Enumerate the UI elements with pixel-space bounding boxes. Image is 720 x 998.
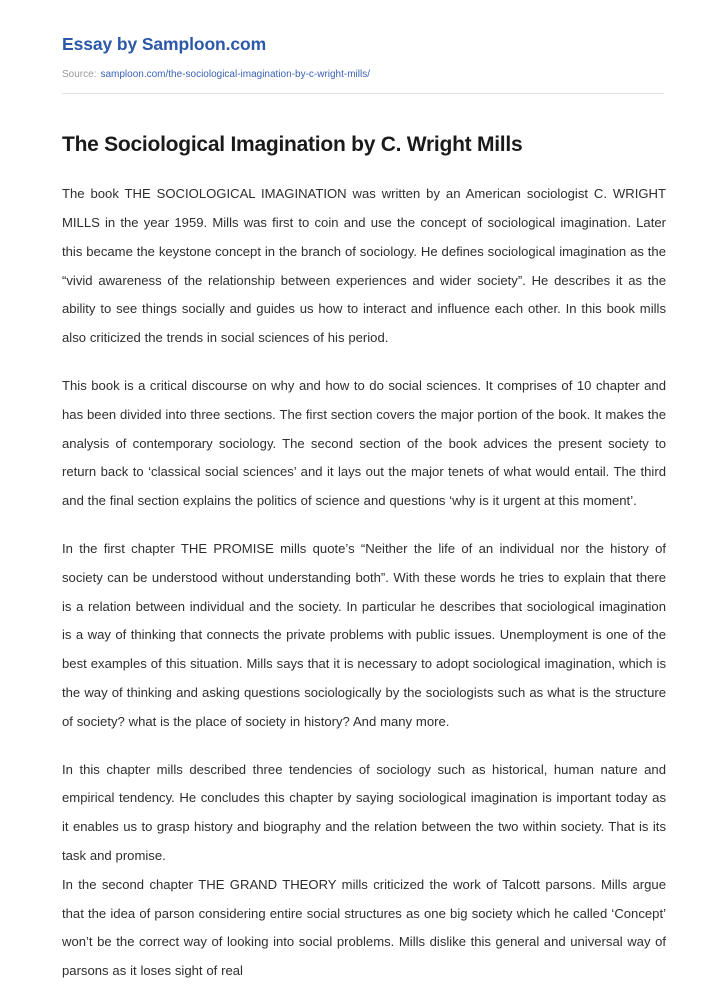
source-url-link[interactable]: samploon.com/the-sociological-imagination-by-c-wright-mills/ <box>100 69 371 80</box>
body-paragraph: In this chapter mills described three tendencies of sociology such as historical, human nature and empirical tendency. He concludes this chapter by saying sociological imagination is important today as it enables us to grasp history and biography and the relation between the two within society. That is its task and promise. <box>62 761 666 863</box>
source-label: Source: <box>62 69 97 80</box>
source-line <box>62 68 664 82</box>
document-body <box>0 158 720 986</box>
document-header <box>0 0 720 82</box>
body-paragraph: In the first chapter THE PROMISE mills quote’s “Neither the life of an individual nor the history of society can be understood without understanding both”. With these words he tries to explain that there is a relation between individual and the society. In particular he describes that sociological imagination is a way of thinking that connects the private problems with public issues. Unemployment is one of the best examples of this situation. Mills says that it is necessary to adopt sociological imagination, which is the way of thinking and asking questions sociologically by the sociologists such as what is the structure of society? what is the place of society in history? And many more. <box>62 541 666 729</box>
body-paragraph: The book THE SOCIOLOGICAL IMAGINATION was written by an American sociologist C. WRIGHT MILLS in the year 1959. Mills was first to coin and use the concept of sociological imagination. Later this became the keystone concept in the branch of sociology. He defines sociological imagination as the “vivid awareness of the relationship between experiences and wider society”. He describes it as the ability to see things socially and guides us how to interact and influence each other. In this book mills also criticized the trends in social sciences of his period. <box>62 186 666 346</box>
site-brand-logo: Essay by Samploon.com <box>62 34 267 54</box>
body-paragraph: In the second chapter THE GRAND THEORY mills criticized the work of Talcott parsons. Mills argue that the idea of parson considering entire social structures as one big society which he called ‘Concept’ won’t be the correct way of looking into social problems. Mills dislike this general and universal way of parsons as it loses sight of real <box>62 876 666 979</box>
body-paragraph: This book is a critical discourse on why and how to do social sciences. It comprises of 10 chapter and has been divided into three sections. The first section covers the major portion of the book. It makes the analysis of contemporary sociology. The second section of the book advices the present society to return back to ‘classical social sciences’ and it lays out the major tenets of what would entail. The third and the final section explains the politics of science and questions ‘why is it urgent at this moment’. <box>62 378 666 509</box>
page-title: The Sociological Imagination by C. Wright Mills <box>62 133 523 156</box>
